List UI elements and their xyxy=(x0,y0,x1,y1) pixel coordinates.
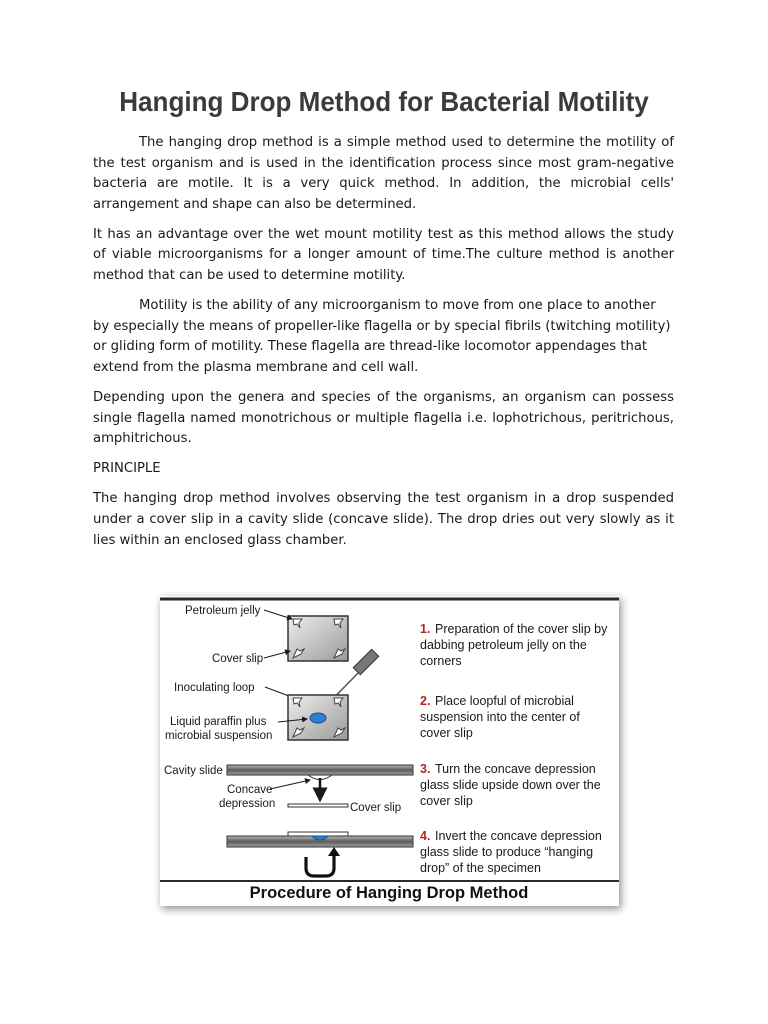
step-3-line-3: cover slip xyxy=(420,794,473,808)
label-cavity-slide: Cavity slide xyxy=(164,765,223,777)
label-cover-slip-2: Cover slip xyxy=(350,802,402,814)
paragraph-principle: The hanging drop method involves observing the test organism in a drop suspended under a cover slip in a cavity slide (concave slide). The drop dries out very slowly as it lies within an enclosed glass chamber. xyxy=(93,491,674,548)
paragraph-flagella: Depending upon the genera and species of the organisms, an organism can possess single flagella named monotrichous or multiple flagella i.e. lophotrichous, peritrichous, amphitrichous. xyxy=(93,390,674,447)
step-2 xyxy=(420,694,580,740)
page-title: Hanging Drop Method for Bacterial Motility xyxy=(119,86,649,117)
step4-hanging-drop-graphic xyxy=(227,832,413,876)
step-1-line-1: Preparation of the cover slip by xyxy=(435,622,608,636)
label-liquid-paraffin-1: Liquid paraffin plus xyxy=(170,716,267,728)
step2-cover-slip-graphic xyxy=(288,695,348,740)
label-concave-2: depression xyxy=(219,798,276,810)
paragraph-advantage: It has an advantage over the wet mount motility test as this method allows the study of viable microorganisms for a longer amount of time.The culture method is another method that can be used to determine motility. xyxy=(93,226,674,284)
step1-cover-slip-graphic xyxy=(288,616,348,661)
procedure-diagram xyxy=(160,596,619,906)
cover-slip-pointer xyxy=(264,651,290,658)
step-1-number: 1. xyxy=(420,622,431,636)
petroleum-jelly-pointer xyxy=(264,610,292,619)
label-liquid-paraffin-2: microbial suspension xyxy=(165,730,273,742)
step-3-line-2: glass slide upside down over the xyxy=(420,778,601,792)
step-4-number: 4. xyxy=(420,829,431,843)
step-2-line-1: Place loopful of microbial xyxy=(435,694,574,708)
body-text xyxy=(93,133,674,561)
cover-slip-flat xyxy=(288,804,348,807)
procedure-figure xyxy=(160,596,619,906)
step-1 xyxy=(420,622,608,668)
step-3-number: 3. xyxy=(420,762,431,776)
section-heading-principle: PRINCIPLE xyxy=(93,461,161,477)
label-petroleum-jelly: Petroleum jelly xyxy=(185,605,261,617)
label-concave-1: Concave xyxy=(227,784,273,796)
step-4 xyxy=(420,829,602,875)
microbial-drop xyxy=(310,713,326,723)
cavity-slide-bar xyxy=(227,765,413,775)
concave-pointer xyxy=(270,780,310,789)
step-2-line-3: cover slip xyxy=(420,726,473,740)
step-1-line-3: corners xyxy=(420,654,462,668)
step-4-line-1: Invert the concave depression xyxy=(435,829,602,843)
figure-caption: Procedure of Hanging Drop Method xyxy=(249,884,529,902)
step-3-line-1: Turn the concave depression xyxy=(435,762,596,776)
step-4-line-2: glass slide to produce “hanging xyxy=(420,845,594,859)
step-4-line-3: drop” of the specimen xyxy=(420,861,541,875)
invert-arrow xyxy=(306,854,334,876)
step-2-number: 2. xyxy=(420,694,431,708)
paragraph-intro: The hanging drop method is a simple method used to determine the motility of the test organism and is used in the identification process since most gram-negative bacteria are motile. It is a very quick method. In addition, the microbial cells' arrangement and shape can also be determined. xyxy=(93,135,674,212)
step-3 xyxy=(420,762,601,808)
step-1-line-2: dabbing petroleum jelly on the xyxy=(420,638,587,652)
step-2-line-2: suspension into the center of xyxy=(420,710,580,724)
label-inoculating-loop: Inoculating loop xyxy=(174,682,255,694)
label-cover-slip: Cover slip xyxy=(212,653,264,665)
paragraph-motility: Motility is the ability of any microorganism to move from one place to another by especially the means of propeller-like flagella or by special fibrils (twitching motility) or gliding form of motility. These flagella are thread-like locomotor appendages that extend from the plasma membrane and cell wall. xyxy=(93,298,671,375)
